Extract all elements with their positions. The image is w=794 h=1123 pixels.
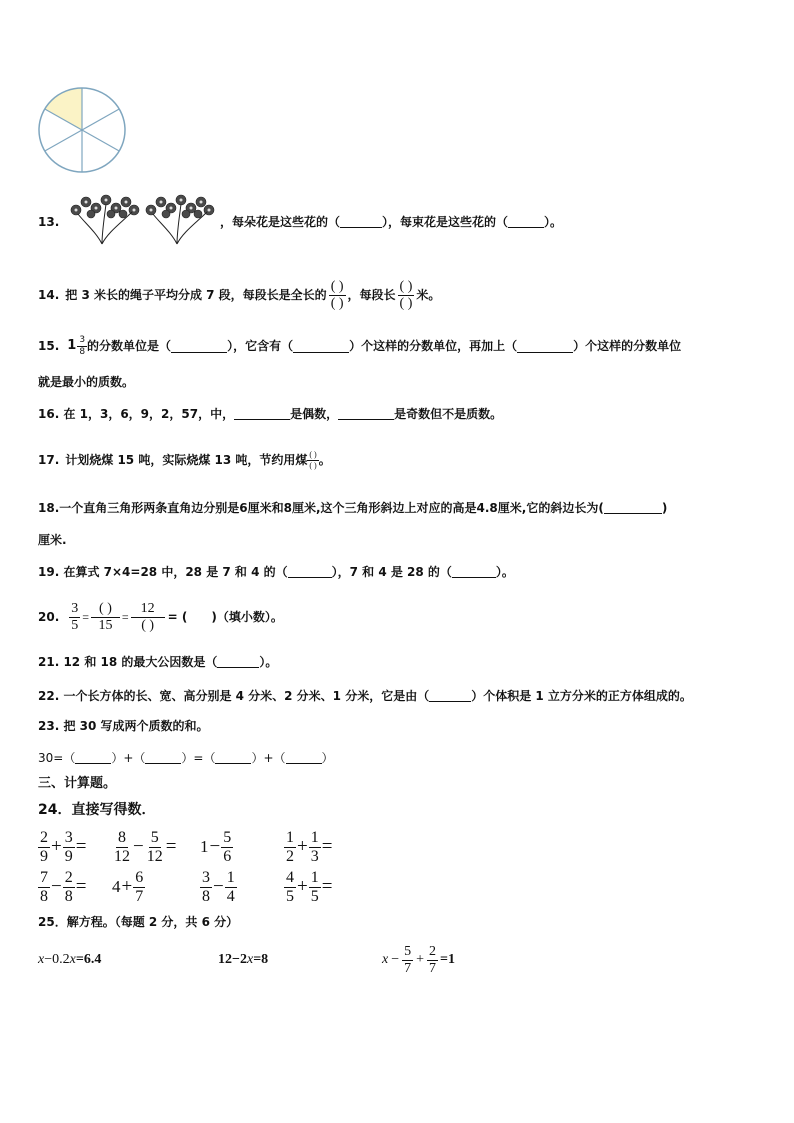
q17-blank-fraction[interactable]: $\frac{( )}{( )}$ <box>309 449 317 470</box>
q25-equation-2: 12−2x=8 <box>218 952 269 967</box>
q20-fraction-3[interactable]: $\frac{12}{( )}$ <box>131 602 165 633</box>
q13-number: 13. <box>38 215 60 229</box>
q24-title: 24．直接写得数． <box>38 802 156 818</box>
q15-line-2: 就是最小的质数。 <box>38 375 135 389</box>
q15-blank-3[interactable] <box>517 340 573 353</box>
q14-text-a: 把 3 米长的绳子平均分成 7 段，每段长是全长的 <box>65 288 327 302</box>
q19-blank-2[interactable] <box>452 565 496 578</box>
q19: 19. 在算式 7×4=28 中，28 是 7 和 4 的（ ），7 和 4 是 28 的（ ）。 <box>38 565 514 579</box>
q14-text-b: ，每段长 <box>347 288 396 302</box>
q23-blank-4[interactable] <box>286 751 322 764</box>
q18-line-2: 厘米. <box>38 533 67 547</box>
q20-fraction-2[interactable]: $\frac{( )}{15}$ <box>91 602 120 633</box>
q14-blank-fraction-1[interactable]: $\frac{( )}{( )}$ <box>330 278 344 311</box>
q23-blank-2[interactable] <box>145 751 181 764</box>
pie-shaded-sector <box>45 88 82 130</box>
q22: 22. 一个长方体的长、宽、高分别是 4 分米、2 分米、1 分米，它是由（ ）个体积是 1 立方分米的正方体组成的。 <box>38 689 692 703</box>
q24-item-3: 1 − $\frac{5}{6}$ <box>200 828 232 865</box>
q24-item-8: $\frac{4}{5}$ + $\frac{1}{5}$ = <box>286 868 333 905</box>
q16: 16. 在 1，3，6，9，2，57，中， 是偶数， 是奇数但不是质数。 <box>38 407 503 421</box>
pie-figure <box>36 86 128 174</box>
q23-blank-1[interactable] <box>75 751 111 764</box>
flower-bouquets-image <box>66 192 236 248</box>
q16-blank-1[interactable] <box>234 407 290 420</box>
q13-blank-2[interactable] <box>508 215 544 228</box>
q24-item-6: 4 + $\frac{6}{7}$ <box>112 868 144 905</box>
q18: 18.一个直角三角形两条直角边分别是6厘米和8厘米,这个三角形斜边上对应的高是4.8厘米,它的斜边长为( ) <box>38 501 668 515</box>
q25-equation-1: x−0.2x=6.4 <box>38 952 102 967</box>
q13-text-a: ，每朵花是这些花的（ <box>220 215 341 229</box>
q15-blank-2[interactable] <box>293 340 349 353</box>
q23: 23. 把 30 写成两个质数的和。 <box>38 719 209 733</box>
q23-equation: 30=（ ）+（ ）=（ ）+（ ） <box>38 751 334 765</box>
q14-blank-fraction-2[interactable]: $\frac{( )}{( )}$ <box>399 278 413 311</box>
q20-fraction-1: $\frac{3}{5}$ <box>71 600 79 633</box>
q13-blank-1[interactable] <box>340 215 382 228</box>
q17: 17. 计划烧煤 15 吨，实际烧煤 13 吨，节约用煤 $\frac{( )}{( )}$ 。 <box>38 449 331 470</box>
q19-blank-1[interactable] <box>288 565 332 578</box>
q16-blank-2[interactable] <box>338 407 394 420</box>
q24-item-1: $\frac{2}{9}$ + $\frac{3}{9}$ = <box>40 828 87 865</box>
q25-equation-3: x − $\frac{5}{7}$ + $\frac{2}{7}$ =1 <box>382 943 456 976</box>
q15-mixed-number: 1 $\frac{3}{8}$ <box>67 334 86 357</box>
q20: 20. $\frac{3}{5}$ = $\frac{( )}{15}$ = $\frac{12}{( )}$ = ( )（填小数）。 <box>38 600 283 633</box>
q21: 21. 12 和 18 的最大公因数是（ ）。 <box>38 655 278 669</box>
q18-blank[interactable] <box>604 501 662 514</box>
q21-blank[interactable] <box>217 655 259 668</box>
q24-item-5: $\frac{7}{8}$ − $\frac{2}{8}$ = <box>40 868 87 905</box>
q25-title: 25．解方程。（每题 2 分，共 6 分） <box>38 915 239 929</box>
q24-item-7: $\frac{3}{8}$ − $\frac{1}{4}$ <box>202 868 235 905</box>
q24-item-2: $\frac{8}{12}$ − $\frac{5}{12}$ = <box>114 828 177 865</box>
section-3-heading: 三、计算题。 <box>38 776 117 791</box>
q15-blank-1[interactable] <box>171 340 227 353</box>
q13-text-b: 每束花是这些花的（ <box>400 215 509 229</box>
q15: 15. 1 $\frac{3}{8}$ 的分数单位是（ ），它含有（ ）个这样的分数单位，再加上（ ）个这样的分数单位 <box>38 334 682 357</box>
q23-blank-3[interactable] <box>215 751 251 764</box>
q22-blank[interactable] <box>429 689 471 702</box>
q24-item-4: $\frac{1}{2}$ + $\frac{1}{3}$ = <box>286 828 333 865</box>
q14: 14. 把 3 米长的绳子平均分成 7 段，每段长是全长的 $\frac{( )}{( )}$ ，每段长 $\frac{( )}{( )}$ 米。 <box>38 278 441 311</box>
